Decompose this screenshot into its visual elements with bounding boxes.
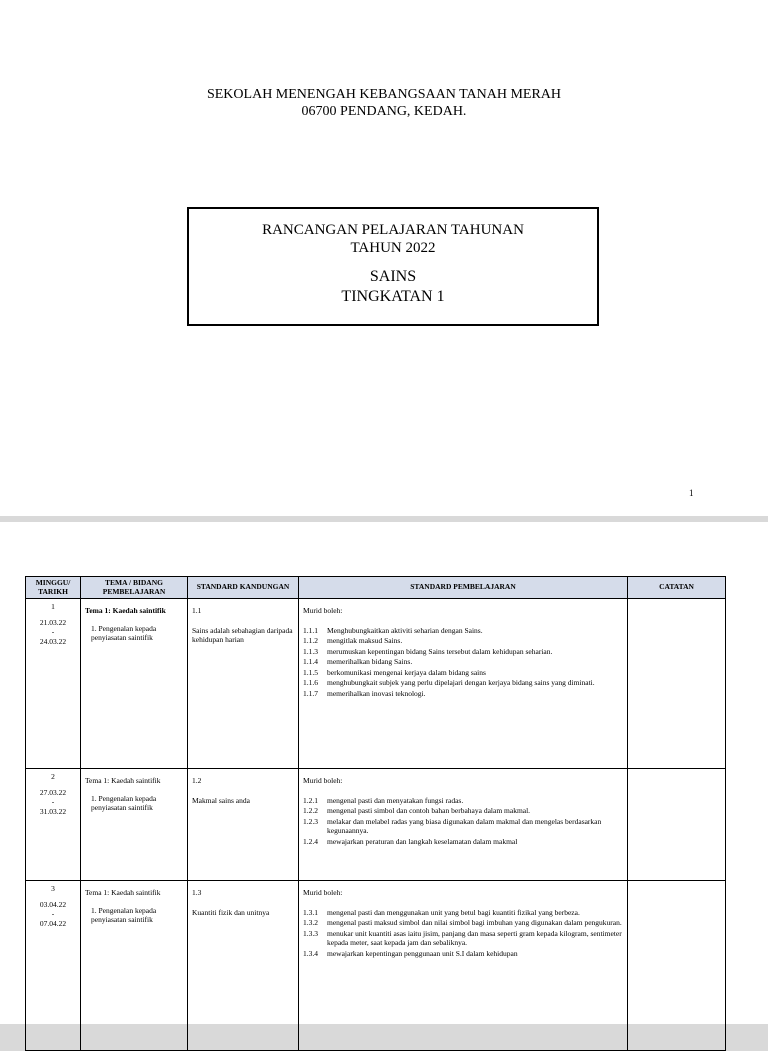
learning-standard-text: menukar unit kuantiti asas iaitu jisim, panjang dan masa seperti gram kepada kilogram, sentimeter kepada meter, saat kepada jam dan sebaliknya.	[327, 928, 622, 947]
learning-standard-item	[303, 908, 623, 918]
theme-title: Tema 1: Kaedah saintifik	[85, 776, 161, 785]
theme-cell	[81, 881, 188, 1051]
learning-area: 1. Pengenalan kepada penyiasatan saintifik	[91, 905, 157, 924]
learning-standard-code: 1.1.2	[303, 636, 318, 645]
table-header-row	[26, 577, 726, 599]
learning-standard-item	[303, 918, 623, 928]
learning-standard-code: 1.2.3	[303, 816, 318, 826]
content-standard-text: Makmal sains anda	[192, 795, 250, 805]
header-content-standard: STANDARD KANDUNGAN	[188, 577, 299, 599]
learning-standard-text: mengenal pasti simbol dan contoh bahan berbahaya dalam makmal.	[327, 806, 531, 815]
theme-cell	[81, 599, 188, 769]
table-row	[26, 881, 726, 1051]
week-cell	[26, 769, 81, 881]
learning-standard-lead: Murid boleh:	[303, 888, 343, 897]
learning-standard-item	[303, 929, 623, 948]
content-standard-text: Kuantiti fizik dan unitnya	[192, 907, 270, 917]
date-dash: -	[51, 909, 55, 918]
learning-standard-code: 1.3.4	[303, 948, 318, 958]
learning-standard-text: melakar dan melabel radas yang biasa digunakan dalam makmal dan mengelas berdasarkan kegunaannya.	[327, 816, 602, 835]
content-standard-code: 1.3	[192, 888, 202, 897]
theme-cell	[81, 769, 188, 881]
notes-cell	[628, 881, 726, 1051]
date-start: 21.03.22	[39, 617, 67, 627]
plan-year: TAHUN 2022	[350, 240, 436, 256]
school-header	[0, 86, 768, 120]
learning-standard-item	[303, 636, 623, 646]
learning-standard-text: mengenal pasti maksud simbol dan nilai simbol bagi imbuhan yang digunakan dalam pengukuran.	[327, 918, 622, 927]
week-cell	[26, 881, 81, 1051]
learning-standard-item	[303, 689, 623, 699]
learning-standard-cell	[299, 769, 628, 881]
learning-standard-item	[303, 949, 623, 959]
header-theme: TEMA / BIDANG PEMBELAJARAN	[81, 577, 188, 599]
content-standard-code: 1.1	[192, 606, 202, 615]
cover-page	[0, 0, 768, 516]
header-learning-standard: STANDARD PEMBELAJARAN	[299, 577, 628, 599]
learning-standard-item	[303, 837, 623, 847]
learning-standard-code: 1.3.1	[303, 907, 318, 917]
date-dash: -	[51, 797, 55, 806]
learning-standard-item	[303, 678, 623, 688]
learning-standard-text: mewajarkan peraturan dan langkah keselamatan dalam makmal	[327, 836, 518, 846]
learning-standard-code: 1.1.5	[303, 667, 318, 677]
learning-standard-text: mewajarkan kepentingan penggunaan unit S.I dalam kehidupan	[327, 948, 518, 958]
header-notes: CATATAN	[628, 577, 726, 599]
learning-standard-item	[303, 626, 623, 636]
learning-standard-item	[303, 817, 623, 836]
plan-title: RANCANGAN PELAJARAN TAHUNAN	[262, 222, 524, 238]
learning-standard-lead: Murid boleh:	[303, 606, 343, 615]
learning-standard-code: 1.2.4	[303, 836, 318, 846]
week-number: 1	[51, 602, 55, 611]
date-end: 24.03.22	[39, 636, 67, 646]
learning-standard-code: 1.3.3	[303, 928, 318, 938]
table-row	[26, 599, 726, 769]
learning-standard-code: 1.1.1	[303, 625, 318, 635]
lesson-plan-table	[25, 576, 726, 1051]
learning-standard-text: menghubungkait subjek yang perlu dipelajari dengan kerjaya bidang sains yang diminati.	[327, 678, 595, 687]
learning-standard-text: Menghubungkaitkan aktiviti seharian dengan Sains.	[327, 625, 483, 635]
plan-page	[0, 522, 768, 1024]
content-standard-cell	[188, 881, 299, 1051]
learning-standard-text: mengenal pasti dan menggunakan unit yang betul bagi kuantiti fizikal yang berbeza.	[327, 907, 580, 917]
subject-title: SAINS	[369, 268, 417, 285]
learning-standard-code: 1.2.2	[303, 806, 318, 815]
date-start: 27.03.22	[39, 787, 67, 797]
theme-title: Tema 1: Kaedah saintifik	[85, 606, 166, 615]
date-dash: -	[51, 627, 55, 636]
week-cell	[26, 599, 81, 769]
learning-standard-text: berkomunikasi mengenai kerjaya dalam bidang sains	[327, 667, 486, 677]
learning-standard-text: mengenal pasti dan menyatakan fungsi radas.	[327, 795, 464, 805]
learning-standard-cell	[299, 599, 628, 769]
school-address: 06700 PENDANG, KEDAH.	[301, 104, 467, 119]
learning-standard-lead: Murid boleh:	[303, 776, 343, 785]
learning-standard-code: 1.1.4	[303, 657, 318, 666]
learning-standard-item	[303, 806, 623, 816]
title-box	[187, 207, 599, 326]
learning-area: 1. Pengenalan kepada penyiasatan saintifik	[91, 793, 157, 812]
learning-standard-text: mengitlak maksud Sains.	[327, 636, 403, 645]
content-standard-cell	[188, 769, 299, 881]
content-standard-cell	[188, 599, 299, 769]
form-title: TINGKATAN 1	[341, 288, 445, 305]
week-number: 2	[51, 772, 55, 781]
learning-standard-code: 1.2.1	[303, 795, 318, 805]
date-end: 07.04.22	[39, 918, 67, 928]
content-standard-code: 1.2	[192, 776, 202, 785]
theme-title: Tema 1: Kaedah saintifik	[85, 888, 161, 897]
learning-standard-code: 1.3.2	[303, 918, 318, 927]
learning-standard-text: memerihalkan inovasi teknologi.	[327, 688, 426, 698]
date-start: 03.04.22	[39, 899, 67, 909]
learning-standard-text: merumuskan kepentingan bidang Sains tersebut dalam kehidupan seharian.	[327, 646, 553, 656]
header-week: MINGGU/ TARIKH	[26, 577, 81, 599]
learning-standard-code: 1.1.3	[303, 646, 318, 656]
notes-cell	[628, 769, 726, 881]
learning-standard-cell	[299, 881, 628, 1051]
learning-standard-item	[303, 796, 623, 806]
table-row	[26, 769, 726, 881]
content-standard-text: Sains adalah sebahagian daripada kehidupan harian	[192, 625, 293, 644]
page-number: 1	[689, 488, 694, 498]
learning-standard-code: 1.1.6	[303, 678, 318, 687]
date-end: 31.03.22	[39, 806, 67, 816]
learning-area: 1. Pengenalan kepada penyiasatan saintifik	[91, 623, 157, 642]
week-number: 3	[51, 884, 55, 893]
notes-cell	[628, 599, 726, 769]
learning-standard-item	[303, 647, 623, 657]
school-name: SEKOLAH MENENGAH KEBANGSAAN TANAH MERAH	[206, 87, 562, 102]
learning-standard-code: 1.1.7	[303, 688, 318, 698]
learning-standard-item	[303, 668, 623, 678]
learning-standard-item	[303, 657, 623, 667]
learning-standard-text: memerihalkan bidang Sains.	[327, 657, 413, 666]
